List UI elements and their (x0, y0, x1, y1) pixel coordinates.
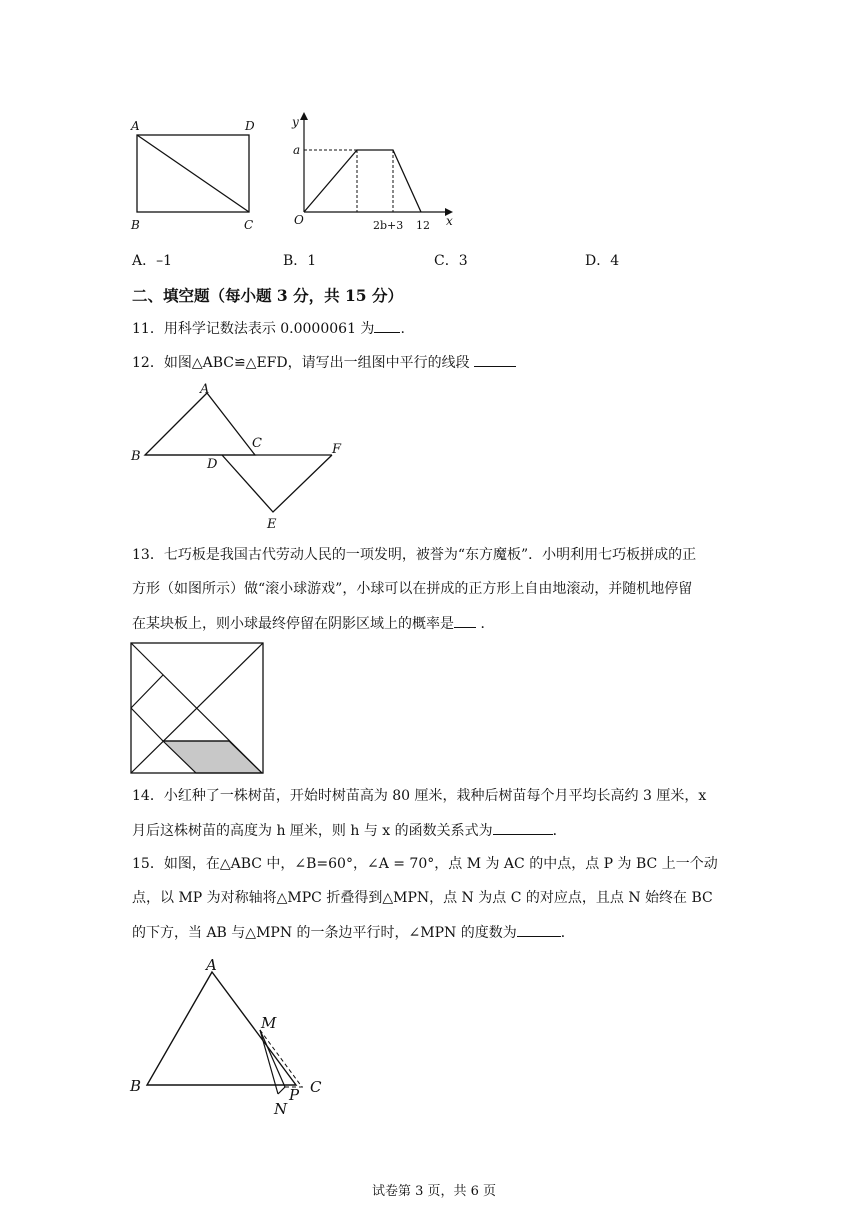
q15-end: ． (560, 925, 575, 941)
answer-blank-11 (374, 318, 400, 333)
q11-text: 11．用科学记数法表示 0.0000061 为 (132, 321, 375, 337)
section-title: 二、填空题（每小题 3 分，共 15 分） (132, 286, 403, 305)
q13-line1: 13．七巧板是我国古代劳动人民的一项发明，被誉为“东方魔板”．小明利用七巧板拼成的正 (132, 547, 697, 563)
label-c: C (244, 218, 254, 232)
q13-line3: 在某块板上，则小球最终停留在阴影区域上的概率是 (132, 616, 454, 632)
question-13-line3 (132, 613, 494, 634)
y-label: y (292, 115, 299, 129)
tick-12: 12 (416, 219, 430, 232)
label-b: B (130, 1077, 142, 1095)
tick-2b3: 2b+3 (373, 219, 404, 232)
label-c: C (252, 436, 262, 451)
q15-line1: 15．如图，在△ABC 中，∠B=60°，∠A = 70°，点 M 为 AC 的中点，点 P 为 BC 上一个动 (132, 856, 718, 872)
tangram-cut-1 (131, 675, 163, 708)
label-f: F (332, 442, 342, 457)
congruent-triangles-figure (127, 380, 352, 535)
q14-end: ． (552, 823, 567, 839)
shaded-parallelogram (163, 741, 262, 773)
tangram-figure (130, 642, 266, 776)
label-p: P (289, 1086, 300, 1104)
choice-c: C．3 (434, 253, 468, 269)
label-e: E (267, 517, 277, 532)
answer-blank-12 (474, 352, 516, 367)
question-15-line3 (132, 922, 575, 943)
function-graph (285, 108, 460, 236)
label-b: B (131, 449, 141, 464)
answer-blank-13 (454, 613, 476, 628)
x-label: x (446, 214, 453, 228)
question-11 (132, 318, 405, 339)
label-a: A (200, 382, 210, 397)
a-label: a (293, 143, 301, 157)
origin-label: O (294, 213, 304, 227)
tangram-cut-2 (131, 708, 163, 741)
rectangle-figure (125, 113, 265, 235)
q14-line2: 月后这株树苗的高度为 h 厘米，则 h 与 x 的函数关系式为 (132, 823, 493, 839)
triangle-efd (222, 455, 332, 512)
q13-line2: 方形（如图所示）做“滚小球游戏”，小球可以在拼成的正方形上自由地滚动，并随机地停留 (132, 581, 693, 597)
q15-line2: 点，以 MP 为对称轴将△MPC 折叠得到△MPN，点 N 为点 C 的对应点，且点 N 始终在 BC (132, 890, 713, 906)
q13-end: ． (480, 616, 495, 632)
graph-line (304, 150, 421, 212)
triangle-abc (145, 393, 255, 455)
label-b: B (131, 218, 140, 232)
label-c: C (310, 1078, 322, 1096)
choice-b: B．1 (283, 253, 317, 269)
label-a: A (131, 119, 140, 133)
y-axis-arrow (300, 112, 308, 120)
q14-line1: 14．小红种了一株树苗，开始时树苗高为 80 厘米，栽种后树苗每个月平均长高约 3 厘米，x (132, 788, 707, 804)
fold-triangle-figure (126, 950, 336, 1125)
q12-text: 12．如图△ABC≌△EFD，请写出一组图中平行的线段 (132, 355, 470, 371)
segment-np (278, 1087, 285, 1094)
answer-blank-15 (517, 922, 561, 937)
label-m: M (261, 1014, 277, 1032)
page-footer: 试卷第 3 页，共 6 页 (371, 1184, 497, 1199)
label-a: A (206, 956, 217, 974)
q11-end: . (400, 321, 405, 337)
answer-blank-14 (493, 820, 553, 835)
choice-a: A．–1 (132, 253, 173, 269)
choice-d: D．4 (585, 253, 620, 269)
label-d: D (207, 457, 218, 472)
q15-line3: 的下方，当 AB 与△MPN 的一条边平行时，∠MPN 的度数为 (132, 925, 517, 941)
label-n: N (274, 1100, 288, 1118)
diagonal-ac (137, 135, 249, 212)
question-14-line2 (132, 820, 567, 841)
question-12 (132, 352, 516, 373)
label-d: D (245, 119, 255, 133)
